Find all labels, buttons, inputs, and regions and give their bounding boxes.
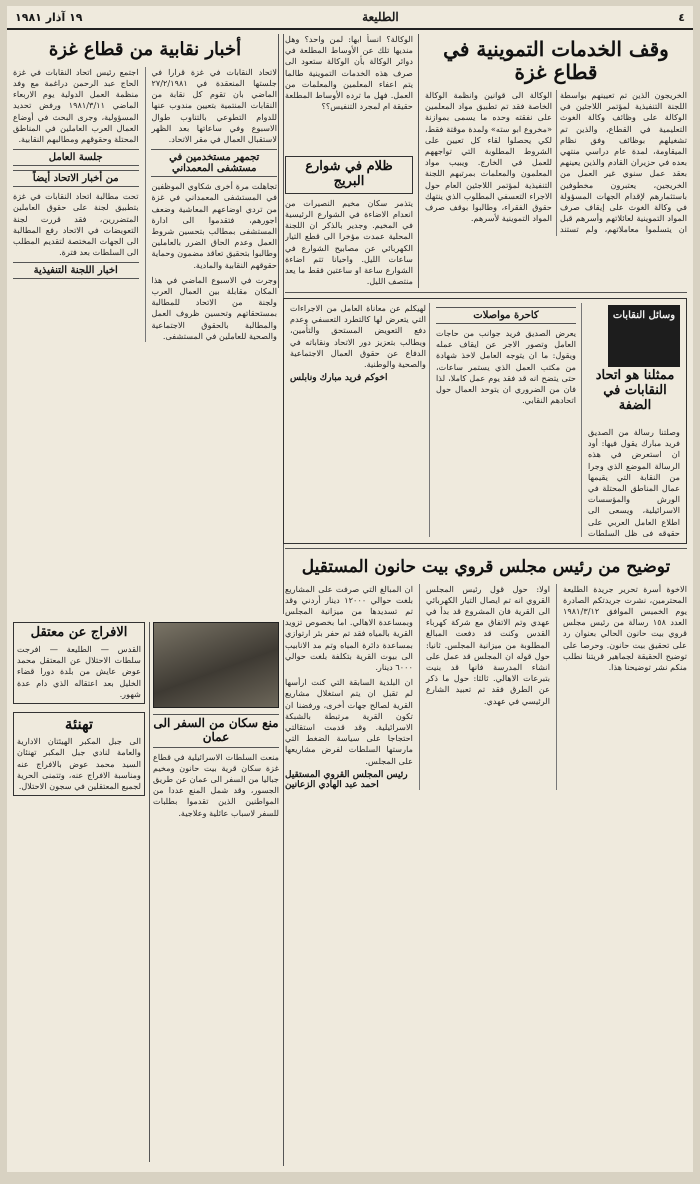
- beit-hanoun-headline: توضيح من رئيس مجلس قروي بيت حانون المستقيل: [301, 557, 671, 577]
- union-section-title: من أخبار الاتحاد أيضاً: [13, 170, 139, 187]
- darkness-column: [285, 34, 413, 288]
- hospital-subhead: تجمهر مستخدمين في مستشفى المعمداني: [151, 149, 277, 177]
- west-bank-unions-headline: ممثلنا هو اتحاد النقابات في الضفة: [595, 368, 675, 413]
- travel-ban-column: [153, 622, 279, 1162]
- news-photo: [153, 622, 279, 708]
- release-headline: الافراج عن معتقل: [30, 625, 128, 640]
- beit-hanoun-intro: الاخوة أسرة تحرير جريدة الطليعة المحترمين، نشرت جريدتكم الصادرة يوم الخميس الموافق ١٩٨١/٣/١٢ العدد ١٥٨ رسالة من رئيس مجلس قروي بيت حانون الحالي بعنوان رد على تحقيق بيت حانون. وحرصا على توضيح الحقيقة لجماهير قريتنا نطلب منكم نشر توضيحنا هذا.: [562, 583, 687, 672]
- letter-body-2: لهيكلم عن معاناة العامل من الاجراءات التي يتعرض لها كالتطرد التعسفي وعدم دفع التعويض المستحق والتأمين، ويطالب بتعزيز دور الاتحاد ونقاباته في الدفاع عن حقوق العمال الاجتماعية والصحية والوطنية.: [290, 303, 426, 370]
- travel-ban-headline: منع سكان من السفر الى عمان: [153, 714, 279, 748]
- hospital-text-2: وجرت في الاسبوع الماضي في هذا المكان مقابلة بين العمال العرب ولجنة من الاتحاد للمطالبة بمستحقاتهم وتحسين ظروف العمل والمطالبة بالحقوق الاجتماعية والصحية للعاملين في المستشفى.: [151, 274, 277, 341]
- darkness-body: يتذمر سكان مخيم النصيرات من انعدام الاضاءة في الشوارع الرئيسية في المخيم. وجدير بالذكر ان اللجنة المحلية عمدت مؤخرا الى قطع التيار الكهربائي عن مصابيح الشوارع في ساعات الليل. واحيانا تتم اضاءة الشوارع ساعة او ساعتين فقط ما يعد منتصف الليل.: [285, 197, 413, 287]
- legal-section-title: اخبار اللجنة التنفيذية: [13, 262, 139, 279]
- beit-hanoun-body-2: ان المبالغ التي صرفت على المشاريع بلغت حوالي ١٢٠٠٠ دينار أردني وقد تم تسديدها من ميزانية المجلس وبمساعدة الاهالي. اما بخصوص تزويد القرية بالمياه فقد تم حفر بئر ارتوازي بمساعدة دائرة المياه وتم مد الانابيب الى بيوت القرية بتكلفة بلغت حوالي ٦٠٠٠ دينار.: [285, 583, 413, 672]
- hospital-text: تجاهلت مرة أخرى شكاوي الموظفين في المستشفى المعمداني في غزة من تردي اوضاعهم المعاشية وضعف اجورهم، فتقدموا الى ادارة المستشفى بمطالب بتحسين شروط العمل وعدم الحاق الضرر بالعاملين وطالبوا بتحقيق تعاقد مضمون وحماية حقوقهم النقابية والمادية.: [151, 181, 277, 270]
- page-number: ٤: [678, 10, 685, 24]
- union-news-headline: أخبار نقابية من قطاع غزة: [48, 39, 242, 60]
- beit-hanoun-body: اولا: حول قول رئيس المجلس القروي انه تم ايصال التيار الكهربائي الى القرية فان المشروع قد بدأ في عهدي وتم الاتفاق مع شركة كهرباء القدس وكنت قد دفعت المبالغ المطلوبة من ميزانية المجلس. ثانيا: حول قوله ان المجلس قد عمل على انشاء المدرسة فانها قد بنيت بتبرعات الاهالي. ثالثا: حول ما ذكر عن الطرق فقد تم تعبيد الشارع الرئيسي في عهدي.: [425, 583, 550, 706]
- union-section-text: تحت مطالبة اتحاد النقابات في غزة بتطبيق لجنة على حقوق العاملين المتضررين، فقد قررت لجنة التعويضات في الاتحاد رفع المطالبة الى الجهات المختصة لتقديم المطلب الى السلطات بعد فترة.: [13, 191, 139, 258]
- beit-hanoun-body-3: ان البلدية السابقة التي كنت ارأسها لم تقبل ان يتم استغلال مشاريع القرية لصالح جهات أخرى، ورفضنا ان تكون القرية مرتبطة بالشبكة الاسرائيلية. وقد قدمت استقالتي احتجاجا على سياسة الضغط التي مارستها السلطات لفرض مشاريعها على المجلس.: [285, 677, 413, 766]
- congrats-body: الى جبل المكبر الهيئتان الادارية والعامة لنادي جبل المكبر تهنئان السيد محمد عوض بالافراج عنه ومناسبة الافراج عنه، وتتمنى الحرية لجميع المعتقلين في سجون الاحتلال.: [17, 736, 141, 792]
- unions-logo-text: وسائل النقابات: [612, 310, 676, 321]
- union-news-article: [13, 34, 277, 614]
- beit-hanoun-signature: رئيس المجلس القروي المستقيل احمد عبد الهادي الزعانين: [285, 769, 408, 790]
- letter-signature: اخوكم فريد مبارك ونابلس: [290, 373, 388, 384]
- west-bank-unions-body: وصلتنا رسالة من الصديق فريد مبارك يقول فيها: أود ان استعرض في هذه الرسالة الموضع الذي وجرا من النقابة التي يقيمها عمال المناطق المحتلة في الورش والمؤسسات الاسرائيلية، ويسعى الى اطلاع العامل العربي على حقوقه في ظل السلطات: [588, 427, 680, 537]
- darkness-headline: ظلام في شوارع البريج: [285, 156, 413, 194]
- letter-body: يعرض الصديق فريد جوانب من حاجات العامل وتصور الاجر عن ايقاف عمله ويقول: ما ان يتوجه العامل لاخذ شهادة من مكتب العمل الذي يستمر ساعات، حتى يتضح انه قد فقد يوم عمل كاملا، لذا فان من الضروري ان يتوحد العمال حول اتحادهم النقابي.: [436, 328, 576, 406]
- services-body: الخريجون الذين تم تعيينهم بواسطة اللجنة التنفيذية لمؤتمر اللاجئين في الوكالة على وظائف وكالة الغوث التعليمية في القطاع، والذين تم تشغيلهم بوظائف وفق نظام الميقاومة، لمدة عام دراسي منتهي بعده في حزيران القادم والذين يعينهم بعقد عمل سنوي غير العمل من الخريجين، يعتبرون مخطوفين باستثمارهم لإقدام الجهات المسؤولة في وكالة الغوث على إيقاف صرف المواد التموينية لعائلاتهم وأسرهم قبل ان يتسلموا معاملاتهم، ولم تستند الوكالة الى قوانين وانظمة الوكالة الخاصة فقد تم تطبيق مواد المعلمين على نفقته وحده ما يسمى بموازنة «مخروع ابو سته» ولمدة موقتة فقط، لكي يحصلوا لقاء كل تعيين على الشروط المطلوبة التي تواجههم للعمل في الخارج. ويبيب مواد المعلمون والمعلمات بمرتبهم اللجنة التنفيذية لمؤتمر اللاجئين العام حول الاجراء التعسفي المطلوب الذي ينتهك حقوق الفقراء، وطالبوا بوقف صرف المواد التموينية لأسرهم.: [425, 90, 687, 235]
- services-headline: وقف الخدمات التموينية في قطاع غزة: [443, 37, 669, 84]
- beit-hanoun-article: [285, 554, 687, 1166]
- travel-ban-body: منعت السلطات الاسرائيلية في قطاع غزة سكان قرية بيت حانون ومخيم جباليا من السفر الى عمان عن طريق الجسور، وقد شمل المنع عددا من المواطنين الذين تقدموا بطلبات للسفر لاسباب عائلية وعلاجية.: [153, 751, 279, 818]
- release-and-congrats-column: [13, 622, 145, 1162]
- union-news-lead: لاتحاد النقابات في غزة قرارا في جلستها المنعقدة في ٢٧/٢/١٩٨١ الماضي بان تقوم كل نقابة من النقابات المنتمية بتعيين مندوب عنها للدوام التطوعي بالتناوب طوال الاسبوع وفي ساعاتها بعد الظهر لاستقبال العمال في مقر الاتحاد.: [151, 66, 277, 144]
- letter-title: كاحرة مواصلات: [436, 307, 576, 324]
- release-body: القدس — الطليعة — افرجت سلطات الاحتلال عن المعتقل محمد عوض عايش من بلدة دورا قضاء الخليل بعد اعتقاله الذي دام عدة شهور.: [17, 643, 141, 699]
- masthead: [7, 6, 693, 30]
- publication-name: الطليعة: [362, 10, 399, 24]
- newspaper-page: [7, 6, 693, 1172]
- agency-text: الوكالة؟ انسأ ابها: لمن واحد؟ وهل منديها تلك عن الأوساط المطلعة في دوائر الوكالة بأن الوكالة ستعود الى صرف هذه الخدمات التموينية طالما يتم اعفاء المعلمين والمعلمات من العمل. فهل ما ترده الأوساط المطلعة حقيقة ام لمجرد التنفيس؟؟: [285, 34, 413, 112]
- issue-date: ١٩ آذار ١٩٨١: [15, 10, 83, 24]
- union-news-body: اجتمع رئيس اتحاد النقابات في غزة الحاج عبد الرحمن دراغمة مع وفد منظمة العمل الدولية يوم الاربعاء الماضي ١٩٨١/٣/١١ ورفض تحديد المسؤولية، وجرى البحث في أوضاع العمال العرب العاملين في المناطق المحتلة وحقوقهم ومطالبهم النقابية.: [13, 66, 139, 144]
- release-box: [13, 622, 145, 704]
- congrats-headline: تهنئة: [64, 714, 94, 733]
- congrats-box: [13, 712, 145, 796]
- west-bank-unions-box: [283, 298, 687, 544]
- services-article: [425, 34, 687, 288]
- unions-logo: [608, 305, 680, 367]
- workers-section-title: جلسة العامل: [13, 149, 139, 166]
